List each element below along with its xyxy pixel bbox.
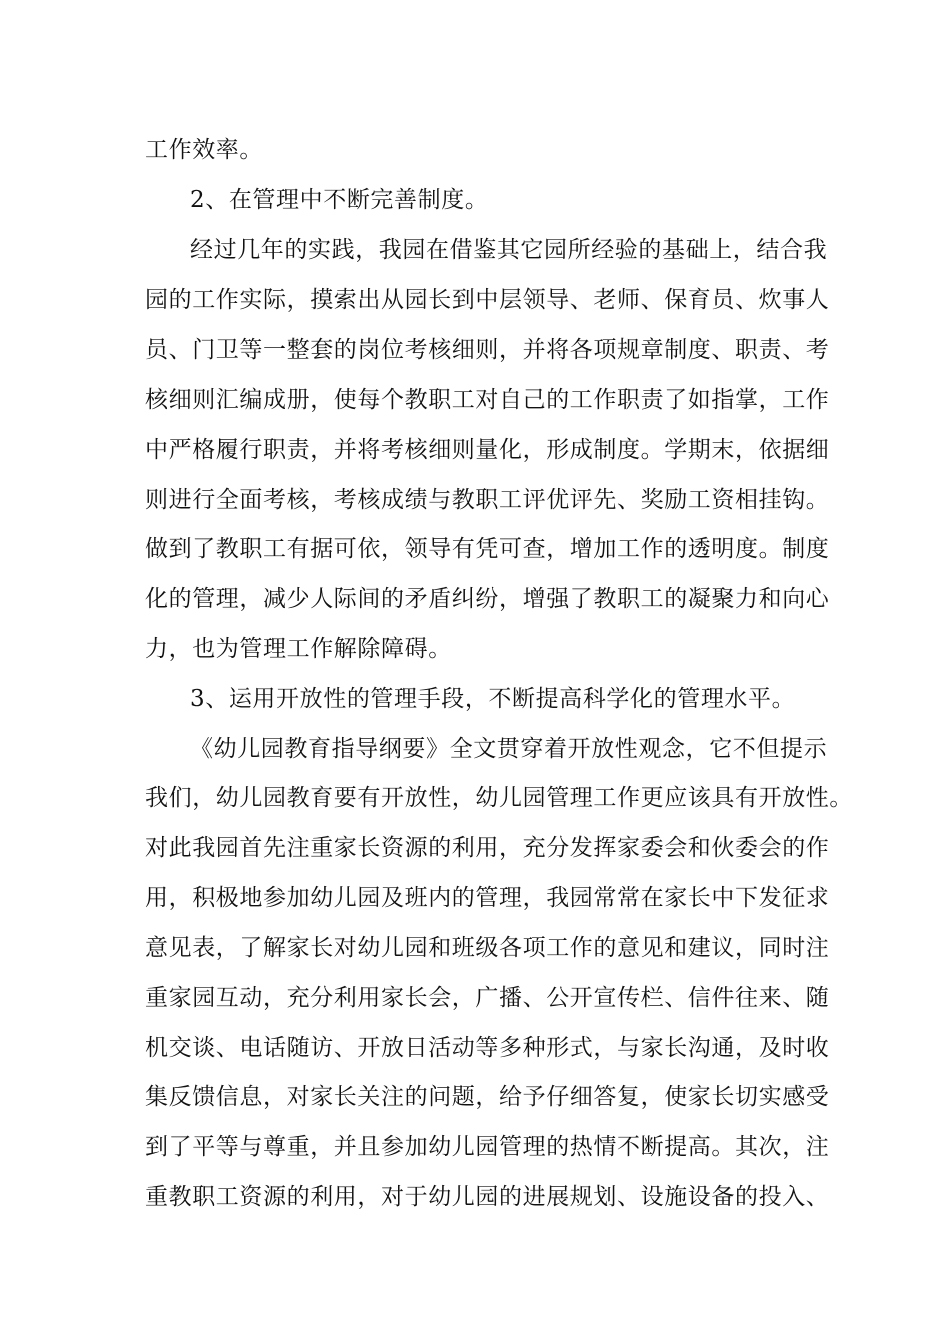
text-line: 集反馈信息，对家长关注的问题，给予仔细答复，使家长切实感受	[145, 1084, 830, 1110]
text-line: 核细则汇编成册，使每个教职工对自己的工作职责了如指掌，工作	[145, 387, 830, 413]
text-line: 重家园互动，充分利用家长会，广播、公开宣传栏、信件往来、随	[145, 985, 830, 1011]
section-heading: 3、运用开放性的管理手段，不断提高科学化的管理水平。	[190, 686, 796, 712]
text-line: 《幼儿园教育指导纲要》全文贯穿着开放性观念，它不但提示	[190, 736, 828, 762]
text-line: 经过几年的实践，我园在借鉴其它园所经验的基础上，结合我	[190, 237, 828, 263]
text-line: 化的管理，减少人际间的矛盾纠纷，增强了教职工的凝聚力和向心	[145, 586, 830, 612]
text-line: 意见表，了解家长对幼儿园和班级各项工作的意见和建议，同时注	[145, 935, 830, 961]
text-line: 力，也为管理工作解除障碍。	[145, 636, 452, 662]
text-line: 员、门卫等一整套的岗位考核细则，并将各项规章制度、职责、考	[145, 337, 830, 363]
text-line: 机交谈、电话随访、开放日活动等多种形式，与家长沟通，及时收	[145, 1035, 830, 1061]
section-heading: 2、在管理中不断完善制度。	[190, 187, 489, 213]
text-line: 到了平等与尊重，并且参加幼儿园管理的热情不断提高。其次，注	[145, 1134, 830, 1160]
text-line: 则进行全面考核，考核成绩与教职工评优评先、奖励工资相挂钩。	[145, 487, 830, 513]
text-line: 重教职工资源的利用，对于幼儿园的进展规划、设施设备的投入、	[145, 1184, 830, 1210]
text-line: 做到了教职工有据可依，领导有凭可查，增加工作的透明度。制度	[145, 536, 830, 562]
text-line: 中严格履行职责，并将考核细则量化，形成制度。学期末，依据细	[145, 437, 830, 463]
text-line: 我们，幼儿园教育要有开放性，幼儿园管理工作更应该具有开放性。	[145, 785, 853, 811]
text-line: 用，积极地参加幼儿园及班内的管理，我园常常在家长中下发征求	[145, 885, 830, 911]
text-line: 园的工作实际，摸索出从园长到中层领导、老师、保育员、炊事人	[145, 287, 830, 313]
text-line: 工作效率。	[145, 137, 263, 163]
text-line: 对此我园首先注重家长资源的利用，充分发挥家委会和伙委会的作	[145, 835, 830, 861]
